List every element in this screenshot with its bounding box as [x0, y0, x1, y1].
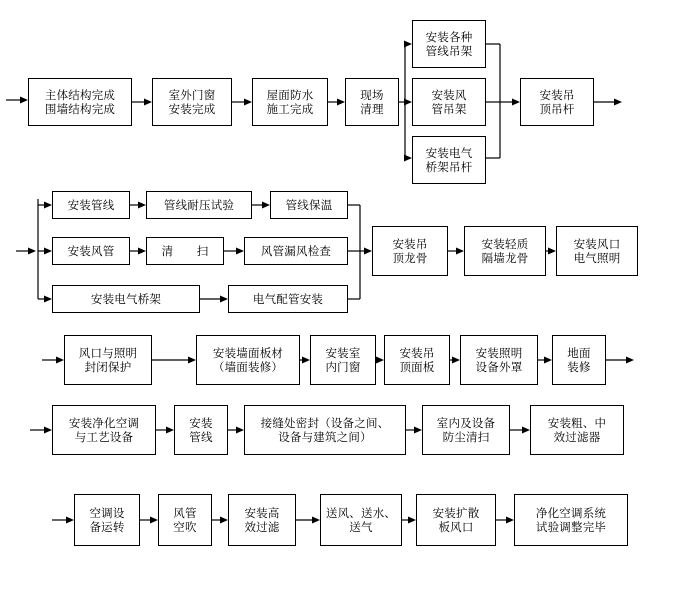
node-line: 安装室: [325, 345, 361, 360]
node-diffuser-outlet: [416, 494, 496, 546]
node-line: 封闭保护: [84, 360, 132, 374]
node-line: 电气照明: [573, 251, 621, 265]
node-floor-finish: [552, 335, 606, 385]
node-line: 安装完成: [168, 102, 216, 116]
arrow-n33-n34: [296, 514, 320, 526]
arrow-out-row1: [594, 96, 622, 108]
arrow-in-row4: [30, 424, 52, 436]
arrow-n23-n24: [450, 354, 460, 366]
node-duct-blowing: [158, 494, 212, 546]
node-line: 管线耐压试验: [163, 197, 235, 212]
arrow-n20-n21: [152, 354, 196, 366]
node-line: 安装照明: [475, 345, 523, 360]
arrow-n35-n36: [496, 514, 514, 526]
node-line: 现场: [360, 87, 384, 102]
arrow-fanin-n8: [486, 38, 520, 154]
arrow-n21-n22: [300, 354, 310, 366]
node-system-test-complete: [514, 494, 628, 546]
node-line: 安装电气: [425, 145, 473, 160]
node-ceiling-hanger-rod: [520, 78, 594, 126]
node-line: 接缝处密封（设备之间、: [260, 415, 390, 430]
arrow-n31-n32: [140, 514, 158, 526]
arrow-row2-fanout: [36, 199, 52, 307]
node-pipe-pressure-test: [146, 191, 252, 219]
arrow-n27-n28: [228, 424, 244, 436]
node-line: 空调设: [89, 505, 125, 520]
arrow-in-row5: [52, 514, 74, 526]
arrow-in-row1: [6, 94, 28, 106]
node-line: 安装风管: [67, 243, 115, 258]
node-line: 安装风: [431, 87, 467, 102]
node-main-structure: [28, 78, 132, 126]
node-line: 安装轻质: [481, 236, 529, 251]
node-line: 与工艺设备: [74, 430, 134, 444]
node-dust-cleaning: [422, 405, 510, 455]
node-line: 安装各种: [425, 29, 473, 44]
node-line: 电气配管安装: [252, 291, 324, 306]
node-lighting-cover: [460, 335, 538, 385]
arrow-n1-n2: [132, 96, 152, 108]
node-line: 主体结构完成: [44, 87, 116, 102]
node-install-pipeline: [52, 191, 130, 219]
arrow-n10-n11: [252, 199, 270, 211]
arrow-n13-n14: [224, 245, 244, 257]
node-line: 安装风口: [573, 236, 621, 251]
node-line: 安装扩散: [432, 505, 480, 520]
arrow-n4-fanout: [399, 38, 415, 154]
node-line: 试验调整完毕: [535, 520, 607, 534]
arrow-n9-n10: [130, 199, 146, 211]
node-line: 安装吊: [539, 87, 575, 102]
node-line: 送风、送水、: [325, 505, 397, 520]
node-line: 设备外罩: [475, 360, 523, 374]
arrow-n2-n3: [232, 96, 252, 108]
node-pipe-hanger: [412, 20, 486, 68]
node-wall-panel: [196, 335, 300, 385]
node-roof-waterproof: [252, 78, 328, 126]
node-line: 围墙结构完成: [44, 102, 116, 116]
arrow-n32-n33: [212, 514, 228, 526]
node-install-pipes-row4: [174, 405, 228, 455]
arrow-in-row3: [42, 354, 64, 366]
node-line: 防尘清扫: [442, 430, 490, 444]
arrow-out-row3: [606, 354, 634, 366]
node-joint-sealing: [244, 405, 406, 455]
node-line: 送气: [349, 520, 373, 534]
node-line: 风管漏风检查: [260, 243, 332, 258]
node-line: 安装吊: [392, 236, 428, 251]
node-line: 设备与建筑之间）: [278, 430, 372, 444]
node-line: 风口与照明: [78, 345, 138, 360]
arrow-n29-n30: [510, 424, 530, 436]
arrow-n24-n25: [538, 354, 552, 366]
node-coarse-medium-filter: [530, 405, 624, 455]
node-line: 效过滤: [244, 520, 280, 534]
node-cleaning: [146, 237, 224, 265]
node-line: 安装粗、中: [547, 415, 607, 430]
node-line: 净化空调系统: [535, 505, 607, 520]
node-clean-hvac-process-equipment: [52, 405, 156, 455]
node-line: 安装净化空调: [68, 415, 140, 430]
node-line: 管线保温: [285, 197, 333, 212]
node-electric-bridge-hanger: [412, 136, 486, 184]
node-line: 顶面板: [399, 360, 435, 374]
node-line: 安装管线: [67, 197, 115, 212]
node-install-duct: [52, 237, 130, 265]
node-supply-air-water-gas: [320, 494, 402, 546]
node-site-cleanup: [345, 78, 399, 126]
arrow-row2-fanin: [348, 199, 372, 307]
node-electric-conduit: [228, 285, 348, 313]
node-line: 桥架吊杆: [425, 160, 473, 174]
arrow-n12-n13: [130, 245, 146, 257]
node-interior-doors: [310, 335, 376, 385]
node-line: （墙面装修）: [212, 360, 284, 374]
node-line: 装修: [567, 360, 591, 374]
arrow-n22-n23: [376, 354, 384, 366]
node-duct-leak-check: [244, 237, 348, 265]
node-install-cable-tray: [52, 285, 200, 313]
node-line: 风管: [173, 505, 197, 520]
node-air-outlet-lighting: [556, 226, 638, 276]
arrow-n34-n35: [402, 514, 416, 526]
node-line: 管线吊架: [425, 44, 473, 58]
node-pipe-insulation: [270, 191, 348, 219]
node-line: 清理: [360, 102, 384, 116]
node-line: 效过滤器: [553, 430, 601, 444]
node-line: 室外门窗: [168, 87, 216, 102]
node-ceiling-keel: [372, 226, 448, 276]
node-ceiling-panel: [384, 335, 450, 385]
arrow-n26-n27: [156, 424, 174, 436]
node-line: 施工完成: [266, 102, 314, 116]
arrow-n28-n29: [406, 424, 422, 436]
arrow-n18-n19: [546, 245, 556, 257]
node-line: 顶吊杆: [539, 102, 575, 116]
node-line: 室内及设备: [436, 415, 496, 430]
node-line: 安装高: [244, 505, 280, 520]
node-line: 清 扫: [161, 243, 209, 258]
node-line: 屋面防水: [266, 87, 314, 102]
arrow-in-row2: [16, 245, 36, 257]
node-hvac-equipment-operation: [74, 494, 140, 546]
node-line: 安装电气桥架: [90, 291, 162, 306]
node-light-partition-keel: [464, 226, 546, 276]
node-duct-hanger: [412, 78, 486, 126]
node-line: 空吹: [173, 520, 197, 534]
node-line: 管线: [189, 430, 213, 444]
node-line: 隔墙龙骨: [481, 251, 529, 265]
node-line: 安装: [189, 415, 213, 430]
arrow-n3-n4: [328, 96, 345, 108]
node-outlet-light-protection: [64, 335, 152, 385]
arrow-n17-n18: [448, 245, 464, 257]
node-exterior-windows: [152, 78, 232, 126]
node-line: 备运转: [89, 520, 125, 534]
node-line: 安装墙面板材: [212, 345, 284, 360]
arrow-n15-n16: [200, 293, 228, 305]
node-line: 安装吊: [399, 345, 435, 360]
node-hepa-filter: [228, 494, 296, 546]
node-line: 内门窗: [325, 360, 361, 374]
node-line: 管吊架: [431, 102, 467, 116]
node-line: 顶龙骨: [392, 251, 428, 265]
node-line: 板风口: [438, 520, 474, 534]
node-line: 地面: [567, 345, 591, 360]
